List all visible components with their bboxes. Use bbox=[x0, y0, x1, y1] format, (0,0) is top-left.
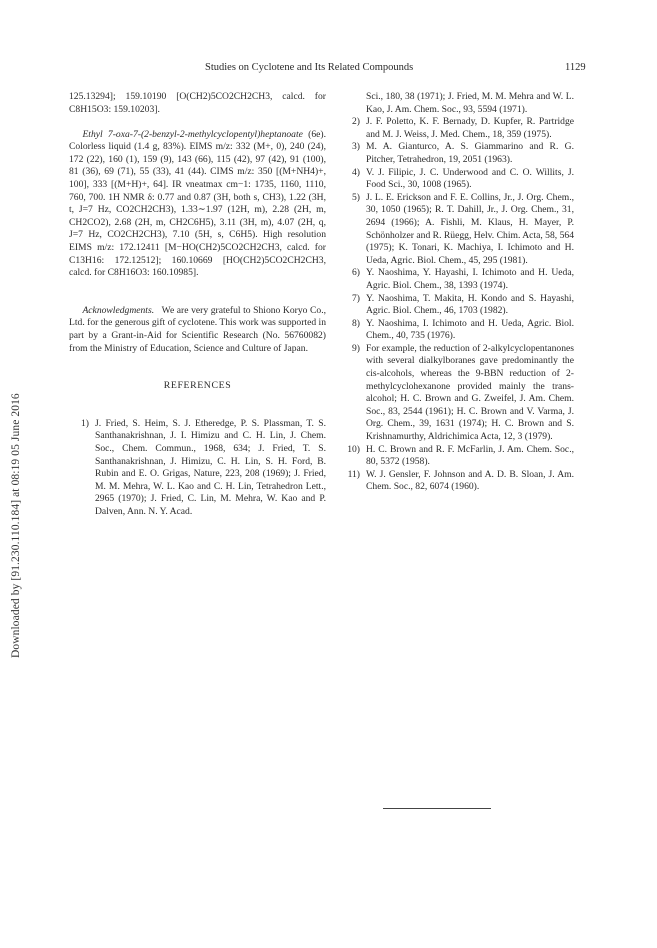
reference-number: 5) bbox=[352, 191, 360, 203]
compound-entry bbox=[69, 129, 326, 280]
continued-text: 125.13294]; 159.10190 [O(CH2)5CO2CH2CH3, calcd. for C8H15O3: 159.10203]. bbox=[69, 91, 326, 115]
reference-item bbox=[340, 444, 574, 469]
reference-item bbox=[340, 293, 574, 318]
reference-number: 2) bbox=[352, 116, 360, 128]
reference-number: 8) bbox=[352, 317, 360, 329]
compound-name: Ethyl 7-oxa-7-(2-benzyl-2-methylcyclopentyl)heptanoate bbox=[82, 128, 303, 140]
acknowledgments-label: Acknowledgments. bbox=[82, 304, 155, 316]
reference-number: 11) bbox=[347, 468, 360, 480]
reference-text: W. J. Gensler, F. Johnson and A. D. B. Sloan, J. Am. Chem. Soc., 82, 6074 (1960). bbox=[366, 468, 574, 493]
reference-text: Y. Naoshima, T. Makita, H. Kondo and S. Hayashi, Agric. Biol. Chem., 46, 1703 (1982). bbox=[366, 292, 574, 317]
reference-text: V. J. Filipic, J. C. Underwood and C. O. Willits, J. Food Sci., 30, 1008 (1965). bbox=[366, 166, 574, 191]
reference-number: 4) bbox=[352, 166, 360, 178]
page-number: 1129 bbox=[565, 62, 586, 73]
reference-text: J. L. E. Erickson and F. E. Collins, Jr., J. Org. Chem., 30, 1050 (1965); R. T. Dahill, Jr., J. Org. Chem., 31, 2694 (1966); A. Fishli, M. Klaus, H. Mayer, P. Schönholzer and R. Rüegg, Helv. Chim. Acta, 58, 564 (1975); K. Tonari, K. Machiya, I. Ichimoto and H. Ueda, Agric. Biol. Chem., 45, 295 (1981). bbox=[366, 191, 574, 266]
reference-text: Y. Naoshima, I. Ichimoto and H. Ueda, Agric. Biol. Chem., 40, 735 (1976). bbox=[366, 317, 574, 342]
reference-number: 7) bbox=[352, 292, 360, 304]
left-column bbox=[69, 91, 326, 519]
reference-text: J. F. Poletto, K. F. Bernady, D. Kupfer, R. Partridge and M. J. Weiss, J. Med. Chem., 18, 359 (1975). bbox=[366, 116, 574, 140]
running-title: Studies on Cyclotene and Its Related Compounds bbox=[205, 62, 414, 73]
reference-number: 9) bbox=[352, 342, 360, 354]
reference-text: J. Fried, S. Heim, S. J. Etheredge, P. S. Plassman, T. S. Santhanakrishnan, J. I. Himizu and C. H. Lin, J. Chem. Soc., Chem. Commun., 1968, 634; J. Fried, T. S. Santhanakrishnan, J. Himizu, C. H. Lin, S. H. Ford, B. Rubin and E. O. Grigas, Nature, 223, 208 (1969); J. Fried, M. M. Mehra, W. L. Kao and C. H. Lin, Tetrahedron Lett., 2965 (1970); J. Fried, C. Lin, M. Mehra, W. Kao and P. Dalven, Ann. N. Y. Acad. bbox=[95, 417, 326, 517]
reference-continuation bbox=[340, 91, 574, 116]
compound-data: (6e). Colorless liquid (1.4 g, 83%). EIMS m/z: 332 (M+, 0), 240 (24), 172 (22), 160 (1), 159 (9), 143 (66), 115 (42), 97 (42), 91 (100), 81 (36), 69 (71), 55 (33), 41 (44). CIMS m/z: 350 [(M+NH4)+, 100], 333 [(M+H)+, 64]. IR νneatmax cm−1: 1735, 1160, 1110, 760, 700. 1H NMR δ: 0.77 and 0.87 (3H, both s, CH3), 1.22 (3H, t, J=7 Hz, CO2CH2CH3), 1.33∼1.97 (12H, m), 2.28 (2H, m, CH2CO2), 2.68 (2H, m, CH2C6H5), 3.11 (3H, m), 4.07 (2H, q, J=7 Hz, CO2CH2CH3), 7.10 (5H, s, C6H5). High resolution EIMS m/z: 172.12411 [M−HO(CH2)5CO2CH2CH3, calcd. for C13H16: 172.12512]; 160.10669 [HO(CH2)5CO2CH2CH3, calcd. for C8H16O3: 160.10985]. bbox=[69, 128, 326, 279]
reference-item bbox=[340, 116, 574, 141]
reference-item bbox=[69, 418, 326, 519]
reference-number: 1) bbox=[81, 417, 89, 429]
acknowledgments-text: We are very grateful to Shiono Koryo Co., Ltd. for the generous gift of cyclotene. This work was supported in part by a Grant-in-Aid for Scientific Research (No. 56760082) from the Ministry of Education, Science and Culture of Japan. bbox=[69, 304, 326, 354]
reference-item bbox=[340, 141, 574, 166]
reference-text: H. C. Brown and R. F. McFarlin, J. Am. Chem. Soc., 80, 5372 (1958). bbox=[366, 443, 574, 468]
reference-number: 10) bbox=[347, 443, 360, 455]
end-rule bbox=[383, 808, 491, 809]
running-header bbox=[0, 62, 657, 76]
reference-item bbox=[340, 267, 574, 292]
reference-item bbox=[340, 167, 574, 192]
reference-number: 6) bbox=[352, 267, 360, 279]
reference-item bbox=[340, 469, 574, 494]
acknowledgments-paragraph bbox=[69, 305, 326, 355]
reference-text: M. A. Gianturco, A. S. Giammarino and R. G. Pitcher, Tetrahedron, 19, 2051 (1963). bbox=[366, 141, 574, 165]
download-watermark: Downloaded by [91.230.110.184] at 08:19 05 June 2016 bbox=[10, 393, 22, 658]
reference-item bbox=[340, 343, 574, 444]
reference-item bbox=[340, 318, 574, 343]
reference-number: 3) bbox=[352, 141, 360, 153]
reference-item bbox=[340, 192, 574, 268]
right-column bbox=[340, 91, 574, 494]
reference-text: Y. Naoshima, Y. Hayashi, I. Ichimoto and H. Ueda, Agric. Biol. Chem., 38, 1393 (1974). bbox=[366, 267, 574, 291]
references-heading: REFERENCES bbox=[163, 380, 232, 392]
reference-text: Sci., 180, 38 (1971); J. Fried, M. M. Mehra and W. L. Kao, J. Am. Chem. Soc., 93, 5594 (1971). bbox=[366, 91, 574, 115]
reference-text: For example, the reduction of 2-alkylcyclopentanones with several dialkylboranes gave predominantly the cis-alcohols, whereas the 9-BBN reduction of 2-methylcyclohexanone provided mainly the trans-alcohol; H. C. Brown and G. Zweifel, J. Am. Chem. Soc., 83, 2544 (1961); H. C. Brown and V. Varma, J. Org. Chem., 39, 1631 (1974); H. C. Brown and S. Krishnamurthy, Aldrichimica Acta, 12, 3 (1979). bbox=[366, 342, 574, 443]
